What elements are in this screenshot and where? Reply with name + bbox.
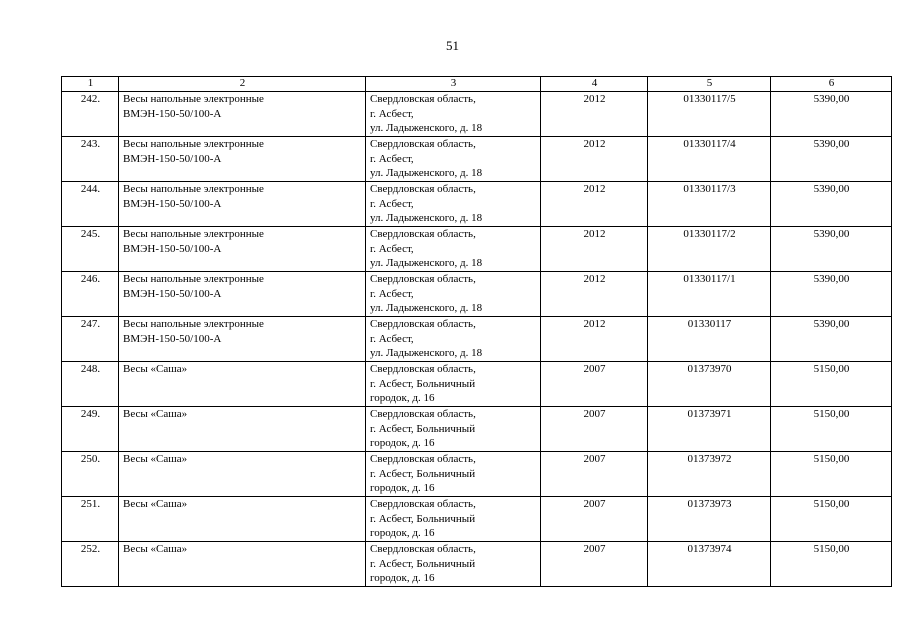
item-name-line: Весы «Саша» xyxy=(123,498,188,510)
item-inventory-number: 01330117/5 xyxy=(648,92,771,137)
item-year: 2007 xyxy=(541,452,648,497)
item-address-line: г. Асбест, xyxy=(370,107,414,120)
column-header-number: 1 xyxy=(62,77,119,92)
item-year: 2012 xyxy=(541,92,648,137)
page-number: 51 xyxy=(446,38,459,53)
item-name-line: Весы напольные электронные xyxy=(123,138,264,150)
row-number: 246. xyxy=(62,272,119,317)
item-name xyxy=(119,92,366,137)
item-address-line: г. Асбест, xyxy=(370,197,414,210)
item-address-line: г. Асбест, Больничный xyxy=(370,422,476,435)
item-name xyxy=(119,542,366,587)
item-cost: 5150,00 xyxy=(771,497,892,542)
table-row xyxy=(62,317,892,362)
row-number: 251. xyxy=(62,497,119,542)
item-address-line: г. Асбест, xyxy=(370,287,414,300)
item-address-line: Свердловская область, xyxy=(370,543,476,555)
table-row xyxy=(62,497,892,542)
item-address xyxy=(366,137,541,182)
item-address xyxy=(366,542,541,587)
item-name xyxy=(119,452,366,497)
item-cost: 5390,00 xyxy=(771,227,892,272)
row-number: 248. xyxy=(62,362,119,407)
item-address-line: городок, д. 16 xyxy=(370,572,435,584)
item-address-line: Свердловская область, xyxy=(370,138,476,150)
item-name xyxy=(119,497,366,542)
item-address-line: г. Асбест, Больничный xyxy=(370,377,476,390)
item-address xyxy=(366,407,541,452)
item-address-line: Свердловская область, xyxy=(370,228,476,240)
table-row xyxy=(62,407,892,452)
item-inventory-number: 01330117 xyxy=(648,317,771,362)
row-number: 249. xyxy=(62,407,119,452)
column-header-inventory: 5 xyxy=(648,77,771,92)
item-name xyxy=(119,182,366,227)
item-address xyxy=(366,317,541,362)
item-name-line: ВМЭН-150-50/100-А xyxy=(123,242,222,255)
table-row xyxy=(62,182,892,227)
item-name-line: Весы напольные электронные xyxy=(123,183,264,195)
item-inventory-number: 01330117/1 xyxy=(648,272,771,317)
table-row xyxy=(62,362,892,407)
item-address-line: ул. Ладыженского, д. 18 xyxy=(370,302,483,314)
item-address xyxy=(366,92,541,137)
item-name xyxy=(119,362,366,407)
item-address-line: ул. Ладыженского, д. 18 xyxy=(370,347,483,359)
item-year: 2007 xyxy=(541,362,648,407)
item-year: 2007 xyxy=(541,407,648,452)
row-number: 243. xyxy=(62,137,119,182)
item-name xyxy=(119,317,366,362)
item-address-line: Свердловская область, xyxy=(370,183,476,195)
item-name-line: Весы «Саша» xyxy=(123,543,188,555)
item-name-line: Весы напольные электронные xyxy=(123,273,264,285)
table-row xyxy=(62,452,892,497)
item-address xyxy=(366,452,541,497)
item-address-line: городок, д. 16 xyxy=(370,482,435,494)
item-address xyxy=(366,182,541,227)
item-inventory-number: 01373972 xyxy=(648,452,771,497)
item-name-line: ВМЭН-150-50/100-А xyxy=(123,332,222,345)
column-header-cost: 6 xyxy=(771,77,892,92)
item-name xyxy=(119,407,366,452)
item-name xyxy=(119,227,366,272)
item-cost: 5150,00 xyxy=(771,362,892,407)
item-address-line: Свердловская область, xyxy=(370,498,476,510)
item-name-line: ВМЭН-150-50/100-А xyxy=(123,287,222,300)
table-header-row xyxy=(62,77,892,92)
column-header-name: 2 xyxy=(119,77,366,92)
item-address-line: Свердловская область, xyxy=(370,93,476,105)
item-inventory-number: 01373974 xyxy=(648,542,771,587)
item-cost: 5150,00 xyxy=(771,407,892,452)
row-number: 245. xyxy=(62,227,119,272)
row-number: 242. xyxy=(62,92,119,137)
item-address-line: г. Асбест, Больничный xyxy=(370,557,476,570)
item-name-line: Весы напольные электронные xyxy=(123,318,264,330)
table-row xyxy=(62,227,892,272)
item-year: 2012 xyxy=(541,137,648,182)
item-name-line: Весы «Саша» xyxy=(123,453,188,465)
item-address xyxy=(366,362,541,407)
item-address-line: г. Асбест, Больничный xyxy=(370,467,476,480)
table-body xyxy=(62,92,892,587)
property-table xyxy=(61,76,892,587)
item-name xyxy=(119,137,366,182)
item-name-line: Весы напольные электронные xyxy=(123,93,264,105)
item-cost: 5390,00 xyxy=(771,317,892,362)
item-address-line: ул. Ладыженского, д. 18 xyxy=(370,212,483,224)
item-address-line: ул. Ладыженского, д. 18 xyxy=(370,257,483,269)
item-year: 2007 xyxy=(541,542,648,587)
item-inventory-number: 01373971 xyxy=(648,407,771,452)
item-year: 2012 xyxy=(541,317,648,362)
item-address xyxy=(366,272,541,317)
item-inventory-number: 01330117/2 xyxy=(648,227,771,272)
row-number: 247. xyxy=(62,317,119,362)
item-cost: 5390,00 xyxy=(771,137,892,182)
item-address-line: городок, д. 16 xyxy=(370,527,435,539)
item-cost: 5390,00 xyxy=(771,272,892,317)
item-address-line: г. Асбест, xyxy=(370,242,414,255)
item-address-line: ул. Ладыженского, д. 18 xyxy=(370,122,483,134)
item-inventory-number: 01373973 xyxy=(648,497,771,542)
item-year: 2012 xyxy=(541,182,648,227)
item-name-line: ВМЭН-150-50/100-А xyxy=(123,197,222,210)
item-address xyxy=(366,227,541,272)
item-address-line: городок, д. 16 xyxy=(370,437,435,449)
table-row xyxy=(62,137,892,182)
item-name-line: ВМЭН-150-50/100-А xyxy=(123,152,222,165)
row-number: 244. xyxy=(62,182,119,227)
item-address-line: Свердловская область, xyxy=(370,363,476,375)
row-number: 252. xyxy=(62,542,119,587)
column-header-year: 4 xyxy=(541,77,648,92)
item-name-line: Весы напольные электронные xyxy=(123,228,264,240)
row-number: 250. xyxy=(62,452,119,497)
item-address-line: г. Асбест, xyxy=(370,332,414,345)
item-inventory-number: 01330117/3 xyxy=(648,182,771,227)
item-address-line: г. Асбест, xyxy=(370,152,414,165)
item-address-line: Свердловская область, xyxy=(370,453,476,465)
item-address-line: ул. Ладыженского, д. 18 xyxy=(370,167,483,179)
item-inventory-number: 01373970 xyxy=(648,362,771,407)
item-name xyxy=(119,272,366,317)
item-address-line: г. Асбест, Больничный xyxy=(370,512,476,525)
item-year: 2012 xyxy=(541,272,648,317)
item-address-line: городок, д. 16 xyxy=(370,392,435,404)
item-address-line: Свердловская область, xyxy=(370,318,476,330)
column-header-address: 3 xyxy=(366,77,541,92)
table-row xyxy=(62,92,892,137)
item-address-line: Свердловская область, xyxy=(370,408,476,420)
item-year: 2007 xyxy=(541,497,648,542)
item-name-line: Весы «Саша» xyxy=(123,363,188,375)
item-name-line: ВМЭН-150-50/100-А xyxy=(123,107,222,120)
item-address xyxy=(366,497,541,542)
item-year: 2012 xyxy=(541,227,648,272)
table-row xyxy=(62,542,892,587)
item-cost: 5390,00 xyxy=(771,92,892,137)
table-row xyxy=(62,272,892,317)
item-address-line: Свердловская область, xyxy=(370,273,476,285)
item-cost: 5150,00 xyxy=(771,452,892,497)
item-cost: 5150,00 xyxy=(771,542,892,587)
item-inventory-number: 01330117/4 xyxy=(648,137,771,182)
item-cost: 5390,00 xyxy=(771,182,892,227)
item-name-line: Весы «Саша» xyxy=(123,408,188,420)
